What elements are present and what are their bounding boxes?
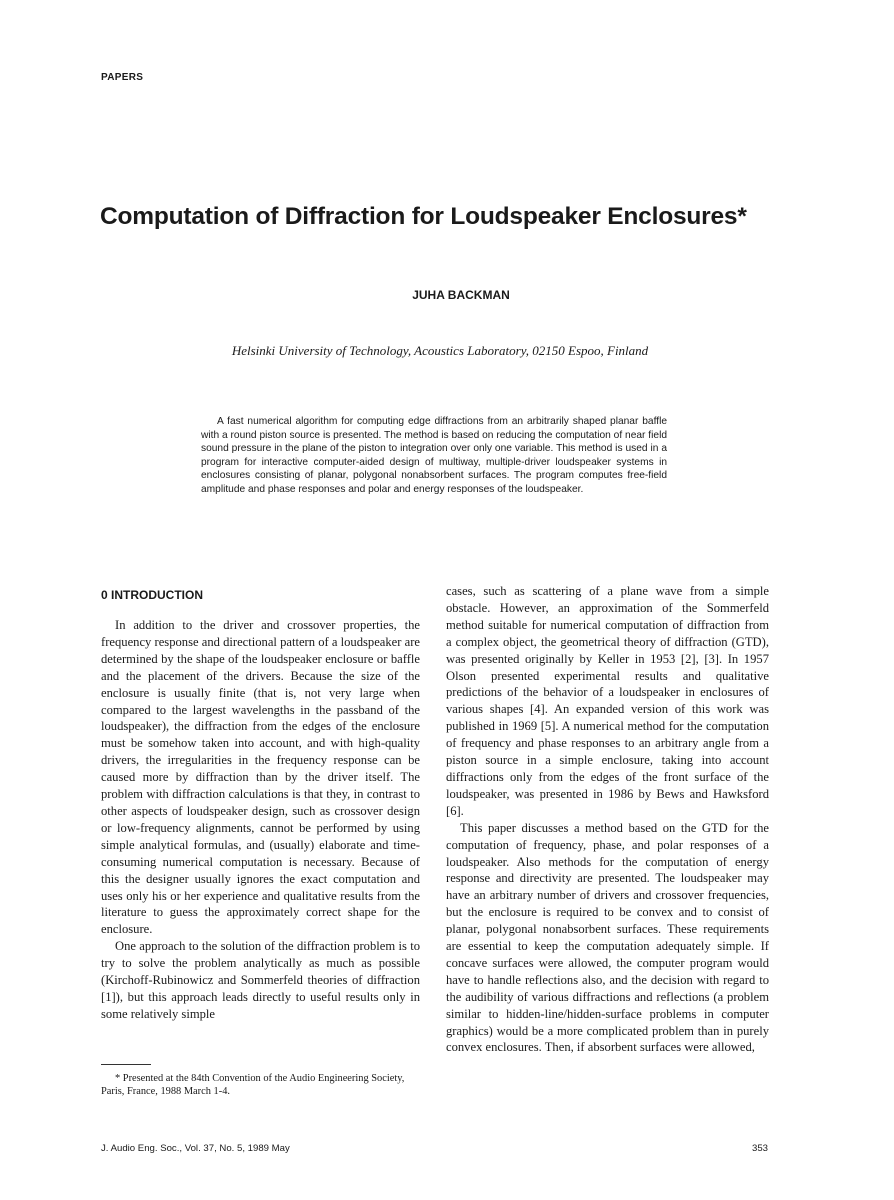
section-heading-introduction: 0 INTRODUCTION bbox=[101, 588, 203, 602]
page-number: 353 bbox=[751, 1143, 768, 1154]
author-affiliation: Helsinki University of Technology, Acoustics Laboratory, 02150 Espoo, Finland bbox=[231, 343, 649, 358]
paragraph: In addition to the driver and crossover properties, the frequency response and directional pattern of a loudspeaker are determined by the shape of the loudspeaker enclosure or baffle and the placement of the drivers. Because the size of the enclosure is usually finite (that is, not very large when compared to the largest wavelengths in the passband of the loudspeaker), the diffraction from the edges of the enclosure must be somehow taken into account, and with high-quality drivers, the irregularities in the frequency response can be caused more by diffraction than by the driver itself. The problem with diffraction calculations is that they, in contrast to other aspects of loudspeaker design, such as crossover design or low-frequency alignments, cannot be performed by using simple analytical formulas, and (usually) elaborate and time-consuming numerical computation is necessary. Because of this the designer usually ignores the exact computation and uses only his or her experience and qualitative results from the literature to guess the approximately correct shape for the enclosure. bbox=[101, 618, 420, 937]
paragraph: cases, such as scattering of a plane wave from a simple obstacle. However, an approximation of the Sommerfeld method suitable for numerical computation of diffraction from a complex object, the geometrical theory of diffraction (GTD), was presented originally by Keller in 1953 [2], [3]. In 1957 Olson presented experimental results and qualitative predictions of the behavior of a loudspeaker in enclosures of various shapes [4]. An expanded version of this work was published in 1969 [5]. A numerical method for the computation of frequency and phase responses to an arbitrary angle from a piston source in a simple enclosure, taking into account diffractions only from the edges of the front surface of the loudspeaker, was presented in 1986 by Bews and Hawksford [6]. bbox=[446, 584, 769, 818]
section-label: PAPERS bbox=[101, 72, 144, 83]
journal-citation: J. Audio Eng. Soc., Vol. 37, No. 5, 1989 May bbox=[101, 1143, 290, 1154]
paper-title: Computation of Diffraction for Loudspeaker Enclosures* bbox=[100, 203, 747, 230]
left-column bbox=[101, 617, 420, 1023]
paragraph: One approach to the solution of the diffraction problem is to try to solve the problem analytically as much as possible (Kirchoff-Rubinowicz and Sommerfeld theories of diffraction [1]), but this approach leads directly to useful results only in some relatively simple bbox=[101, 939, 420, 1021]
right-column bbox=[446, 583, 769, 1056]
footnote: * Presented at the 84th Convention of the Audio Engineering Society, Paris, France, 1988 March 1-4. bbox=[101, 1073, 405, 1097]
paragraph: This paper discusses a method based on the GTD for the computation of frequency, phase, and polar responses of a loudspeaker. Also methods for the computation of energy response and directivity are presented. The loudspeaker may have an arbitrary number of drivers and crossover frequencies, but the enclosure is required to be convex and to consist of planar, polygonal nonabsorbent surfaces. These requirements are essential to keep the computation adequately simple. If concave surfaces were allowed, the computer program would have to handle reflections also, and the decision with regard to the audibility of various diffractions and reflections (a problem similar to hidden-line/hidden-surface problems in computer graphics) would be a more complicated problem than in purely convex enclosures. Then, if absorbent surfaces were allowed, bbox=[446, 820, 769, 1055]
abstract: A fast numerical algorithm for computing edge diffractions from an arbitrarily shaped planar baffle with a round piston source is presented. The method is based on reducing the computation of near field sound pressure in the plane of the piston to integration over only one variable. This method is used in a program for interactive computer-aided design of multiway, multiple-driver loudspeaker systems in enclosures consisting of planar, polygonal nonabsorbent surfaces. The program computes free-field amplitude and phase responses and polar and energy responses of the loudspeaker. bbox=[201, 416, 667, 495]
author-name: JUHA BACKMAN bbox=[412, 288, 510, 302]
footnote-divider bbox=[101, 1064, 151, 1065]
